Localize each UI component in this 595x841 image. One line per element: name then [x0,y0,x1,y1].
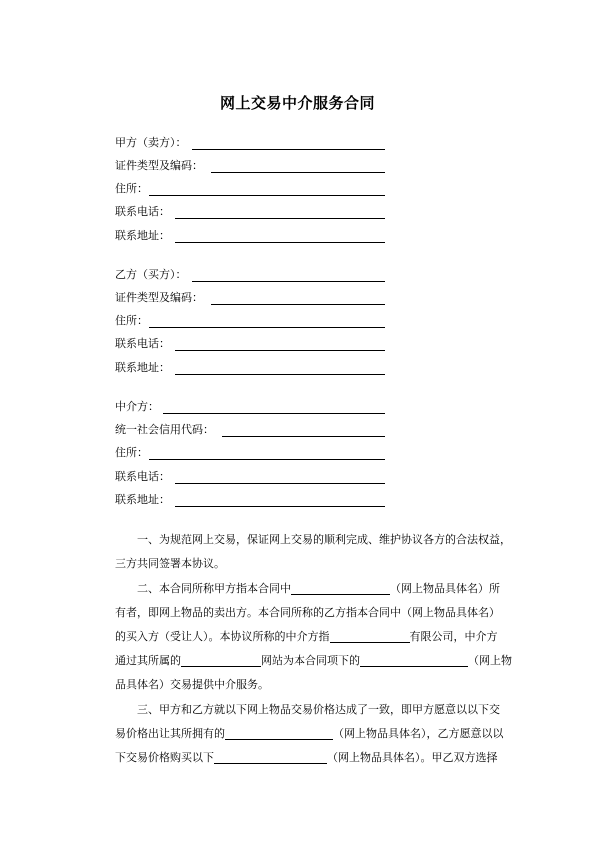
party-b-id-field [115,289,385,307]
party-b-address-label: 住所： [115,314,148,327]
intermediary-credit-code-field [115,421,385,439]
party-a-contact-address-field [115,227,385,245]
party-b-id-label: 证件类型及编码： [115,291,203,304]
clause-2-line-4-text-a: 通过其所属的 [115,654,181,667]
party-b-id-blank[interactable] [211,304,385,305]
party-b-phone-label: 联系电话： [115,337,170,350]
intermediary-contact-address-field [115,491,385,509]
clause-3-line-3 [115,746,503,770]
clause-2-line-1 [137,577,525,601]
clause-2-line-4-text-b: 网站为本合同项下的 [261,654,360,667]
party-a-address-label: 住所： [115,182,148,195]
clause-3-line-2 [115,722,503,746]
party-b-address-field [115,312,385,330]
clause-3-line-3-text-a: 下交易价格购买以下 [115,751,214,764]
intermediary-name-label: 中介方： [115,400,159,413]
party-b-phone-blank[interactable] [175,350,385,351]
clause-2-line-1-text-b: （网上物品具体名）所 [390,582,500,595]
intermediary-phone-label: 联系电话： [115,470,170,483]
clause-2-item-blank-2[interactable] [360,652,468,667]
party-a-id-field [115,157,385,175]
party-a-id-label: 证件类型及编码： [115,159,203,172]
party-a-address-blank[interactable] [149,195,385,196]
intermediary-name-field [115,398,385,416]
clause-2-line-4-text-c: （网上物 [468,654,512,667]
party-a-name-blank[interactable] [192,149,385,150]
intermediary-contact-address-label: 联系地址： [115,493,170,506]
clause-3-buyer-item-blank[interactable] [214,749,327,764]
intermediary-credit-code-label: 统一社会信用代码： [115,423,214,436]
clause-2-line-3-text-b: 有限公司，中介方 [409,630,498,643]
intermediary-phone-field [115,468,385,486]
party-a-contact-address-blank[interactable] [175,242,385,243]
clause-2-website-blank[interactable] [181,652,261,667]
clause-2-item-name-blank[interactable] [291,580,390,595]
party-a-contact-address-label: 联系地址： [115,229,170,242]
clause-2-line-3-text-a: 的买入方（受让人）。本协议所称的中介方指 [115,630,330,643]
clause-3-line-1: 三、甲方和乙方就以下网上物品交易价格达成了一致，即甲方愿意以以下交 [137,703,500,716]
clause-2-line-4 [115,649,512,673]
party-b-name-blank[interactable] [192,281,385,282]
document-title: 网上交易中介服务合同 [219,94,375,112]
party-a-id-blank[interactable] [211,172,385,173]
clause-1-line-2: 三方共同签署本协议。 [115,557,225,570]
clause-1-line-1: 一、为规范网上交易，保证网上交易的顺利完成、维护协议各方的合法权益， [137,533,511,546]
intermediary-address-field [115,444,385,462]
clause-3-line-2-text-a: 易价格出让其所拥有的 [115,727,225,740]
party-b-contact-address-label: 联系地址： [115,361,170,374]
party-b-contact-address-field [115,359,385,377]
clause-2-line-1-text-a: 二、本合同所称甲方指本合同中 [137,582,291,595]
clause-2-line-5: 品具体名）交易提供中介服务。 [115,678,269,691]
clause-3-seller-item-blank[interactable] [225,725,333,740]
clause-3-line-2-text-b: （网上物品具体名），乙方愿意以以 [333,727,504,740]
clause-3-line-3-text-b: （网上物品具体名）。甲乙双方选择 [327,751,498,764]
party-a-phone-label: 联系电话： [115,205,170,218]
party-a-address-field [115,180,385,198]
intermediary-contact-address-blank[interactable] [175,506,385,507]
party-a-name-field [115,134,385,152]
intermediary-address-label: 住所： [115,446,148,459]
party-b-name-field [115,266,385,284]
party-b-contact-address-blank[interactable] [175,374,385,375]
intermediary-name-blank[interactable] [163,413,385,414]
party-a-phone-field [115,203,385,221]
intermediary-address-blank[interactable] [149,459,385,460]
clause-2-line-3 [115,625,503,649]
party-b-address-blank[interactable] [149,327,385,328]
clause-2-company-blank[interactable] [330,628,410,643]
clause-2-line-2: 有者，即网上物品的卖出方。本合同所称的乙方指本合同中（网上物品具体名） [115,606,500,619]
party-a-phone-blank[interactable] [175,218,385,219]
intermediary-credit-code-blank[interactable] [222,436,385,437]
party-a-name-label: 甲方（卖方）： [115,136,187,149]
party-b-phone-field [115,335,385,353]
party-b-name-label: 乙方（买方）： [115,268,187,281]
intermediary-phone-blank[interactable] [175,483,385,484]
